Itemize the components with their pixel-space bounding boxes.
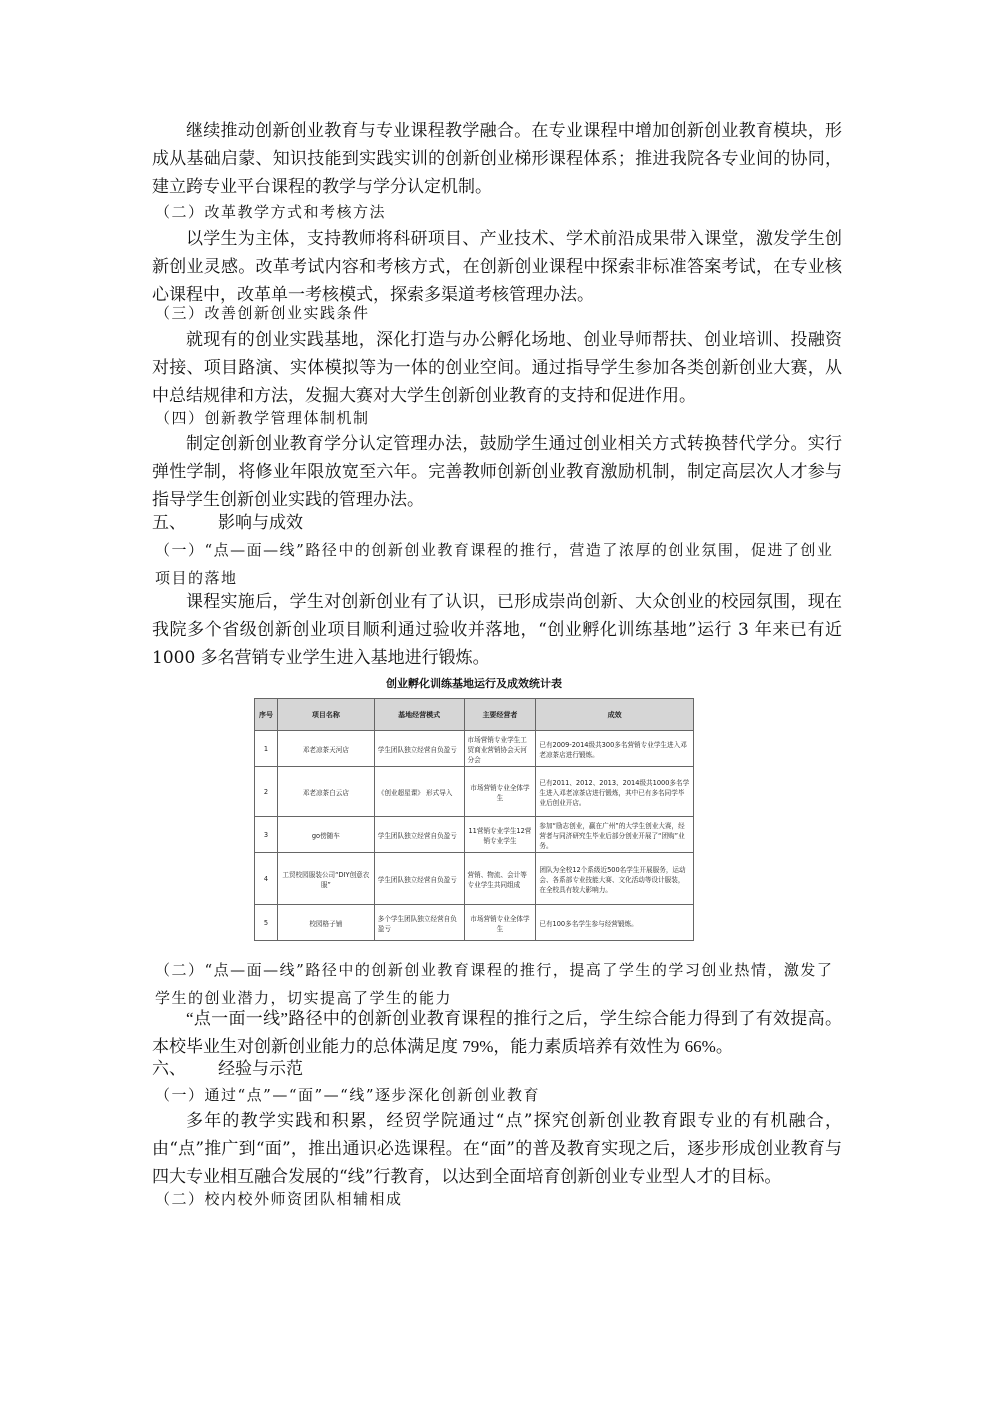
table-cell: 学生团队独立经营自负盈亏 [374,853,464,905]
table-row [255,853,694,905]
table-cell: 学生团队独立经营自负盈亏 [374,817,464,853]
table-cell: 1 [255,731,278,767]
table-cell: 学生团队独立经营自负盈亏 [374,731,464,767]
table-cell: 《创业超星课》 形式导入 [374,767,464,817]
table-cell: 营销、物流、会计等专业学生共同组成 [464,853,536,905]
heading-teaching-reform: （二）改革教学方式和考核方法 [155,203,387,221]
heading-deepen-education: （一）通过“点”—“面”—“线”逐步深化创新创业教育 [155,1086,541,1104]
table-row [255,731,694,767]
section-six-heading [152,1056,303,1082]
table-row [255,905,694,941]
table-header-row [255,699,694,731]
table-cell: go傍随车 [277,817,374,853]
paragraph-teaching-reform: 以学生为主体，支持教师将科研项目、产业技术、学术前沿成果带入课堂，激发学生创新创业灵感。改革考试内容和考核方式，在创新创业课程中探索非标准答案考试，在专业核心课程中，改革单一考核模式，探索多渠道考核管理办法。 [152,229,842,305]
table-cell: 市场营销专业全体学生 [464,767,536,817]
table-cell: 已有100多名学生参与经营锻炼。 [536,905,694,941]
section-title: 经验与示范 [218,1059,303,1079]
heading-practice-conditions: （三）改善创新创业实践条件 [155,304,370,322]
section-number: 六、 [152,1059,186,1079]
table-cell: 11营销专业学生12营销专业学生 [464,817,536,853]
column-header-operator: 主要经营者 [464,699,536,731]
table-cell: 市场营销专业学生工贸商业营销协会天河分会 [464,731,536,767]
table-cell: 2 [255,767,278,817]
column-header-results: 成效 [536,699,694,731]
table-cell: 校园格子铺 [277,905,374,941]
paragraph-implementation: 课程实施后，学生对创新创业有了认识，已形成崇尚创新、大众创业的校园氛围，现在我院多个省级创新创业项目顺利通过验收并落地，“创业孵化训练基地”运行 3 年来已有近 1000 多名营销专业学生进入基地进行锻炼。 [152,592,842,668]
table-cell: 4 [255,853,278,905]
column-header-mode: 基地经营模式 [374,699,464,731]
table-cell: 已有2011、2012、2013、2014级共1000多名学生进入邓老凉茶店进行锻炼，其中已有多名同学毕业后创业开店。 [536,767,694,817]
heading-enthusiasm: （二）“点—面—线”路径中的创新创业教育课程的推行，提高了学生的学习创业热情，激发了学生的创业潜力，切实提高了学生的能力 [155,961,834,1007]
section-title: 影响与成效 [218,513,303,533]
column-header-project: 项目名称 [277,699,374,731]
table-cell: 工贸校园服装公司“DIY创意衣服” [277,853,374,905]
section-five-heading [152,510,303,536]
table-cell: 邓老凉茶白云店 [277,767,374,817]
table-cell: 已有2009-2014级共300多名营销专业学生进入邓老凉茶店进行锻炼。 [536,731,694,767]
paragraph-teaching-practice: 多年的教学实践和积累，经贸学院通过“点”探究创新创业教育跟专业的有机融合，由“点”推广到“面”，推出通识必选课程。在“面”的普及教育实现之后，逐步形成创业教育与四大专业相互融合发展的“线”行教育，以达到全面培育创新创业专业型人才的目标。 [152,1111,842,1187]
column-header-index: 序号 [255,699,278,731]
paragraph-practice-conditions: 就现有的创业实践基地，深化打造与办公孵化场地、创业导师帮扶、创业培训、投融资对接、项目路演、实体模拟等为一体的创业空间。通过指导学生参加各类创新创业大赛，从中总结规律和方法，发掘大赛对大学生创新创业教育的支持和促进作用。 [152,330,842,406]
table-cell: 3 [255,817,278,853]
table-row [255,817,694,853]
table-row [255,767,694,817]
table-cell: 5 [255,905,278,941]
heading-faculty-teams: （二）校内校外师资团队相辅相成 [155,1190,403,1208]
heading-management-system: （四）创新教学管理体制机制 [155,409,370,427]
table-cell: 邓老凉茶天河店 [277,731,374,767]
table-cell: 多个学生团队独立经营自负盈亏 [374,905,464,941]
statistics-table [254,698,694,941]
paragraph-satisfaction: “点一面一线”路径中的创新创业教育课程的推行之后，学生综合能力得到了有效提高。本校毕业生对创新创业能力的总体满足度 79%，能力素质培养有效性为 66%。 [152,1009,842,1056]
table-cell: 团队为全校12个系级近500名学生开展服务，运动会、各系部专业技能大赛、文化活动等设计服装，在全校具有较大影响力。 [536,853,694,905]
table-cell: 市场营销专业全体学生 [464,905,536,941]
heading-atmosphere: （一）“点—面—线”路径中的创新创业教育课程的推行，营造了浓厚的创业氛围，促进了创业项目的落地 [155,541,834,587]
paragraph-course-integration: 继续推动创新创业教育与专业课程教学融合。在专业课程中增加创新创业教育模块，形成从基础启蒙、知识技能到实践实训的创新创业梯形课程体系；推进我院各专业间的协同，建立跨专业平台课程的教学与学分认定机制。 [152,121,842,197]
table-cell: 参加“励志创业，赢在广州”的大学生创业大赛，经营者与同济研究生毕业后部分创业开展了“团购”业务。 [536,817,694,853]
section-number: 五、 [152,513,186,533]
paragraph-management-system: 制定创新创业教育学分认定管理办法，鼓励学生通过创业相关方式转换替代学分。实行弹性学制，将修业年限放宽至六年。完善教师创新创业教育激励机制，制定高层次人才参与指导学生创新创业实践的管理办法。 [152,434,842,510]
table-caption: 创业孵化训练基地运行及成效统计表 [386,677,562,690]
